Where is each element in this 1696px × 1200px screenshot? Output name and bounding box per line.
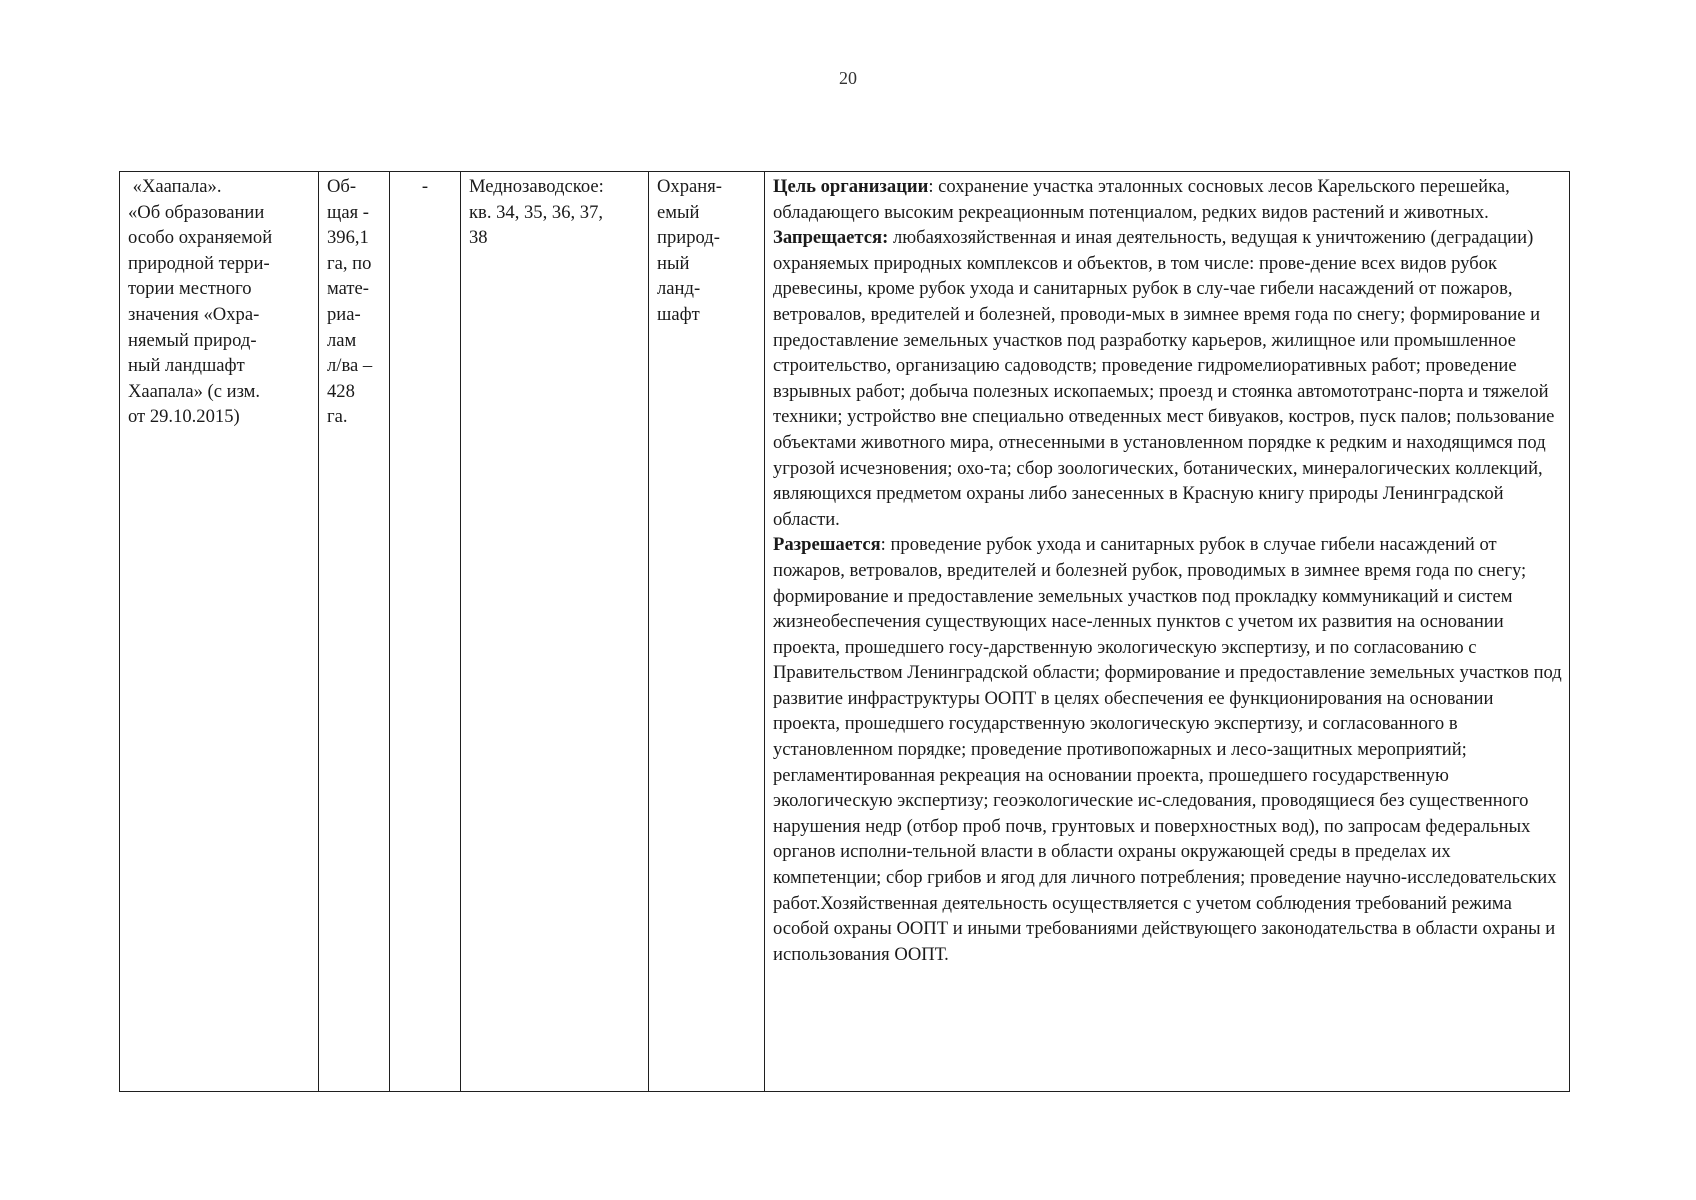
name-line: «Об образовании <box>128 201 265 223</box>
type-line: ный <box>657 252 690 274</box>
type-line: шафт <box>657 303 700 325</box>
name-line: тории местного <box>128 278 252 300</box>
type-line: емый <box>657 201 700 223</box>
page-number: 20 <box>839 68 857 88</box>
area-line: 428 <box>327 380 355 402</box>
type-cell <box>649 172 765 1092</box>
prohibited-text: любаяхозяйственная и иная деятельность, ведущая к уничтожению (деградации) охраняемых природных комплексов и объектов, в том числе: прове-дение всех видов рубок древесины, кроме рубок ухода и санитарных рубок в слу-чае гибели насаждений от пожаров, ветровалов, вредителей и болезней, проводи-мых в зимнее время года по снегу; формирование и предоставление земельных участков под разработку карьеров, жилищное или промышленное строительство, организацию садоводств; проведение гидромелиоративных работ; проведение взрывных работ; добыча полезных ископаемых; проезд и стоянка автомототранс-порта и тяжелой техники; устройство вне специально отведенных мест бивуаков, костров, пуск палов; пользование объектами животного мира, отнесенными в установленном порядке к редким и находящимся под угрозой исчезновения; охо-та; сбор зоологических, ботанических, минералогических коллекций, являющихся предметом охраны либо занесенных в Красную книгу природы Ленинградской области. <box>773 227 1555 530</box>
goal-label: Цель организации <box>773 176 929 197</box>
type-line: природ- <box>657 227 720 249</box>
area-line: га. <box>327 406 348 428</box>
name-line: Хаапала» (с изм. <box>128 380 261 402</box>
name-line: ный ландшафт <box>128 355 245 377</box>
type-line: ланд- <box>657 278 701 300</box>
area-line: га, по <box>327 252 372 274</box>
protected-area-table <box>119 171 1570 1092</box>
name-line: от 29.10.2015) <box>128 406 240 428</box>
name-cell <box>120 172 319 1092</box>
location-line: 38 <box>469 227 488 249</box>
area-line: лам <box>327 329 357 351</box>
area-line: Об- <box>327 176 357 197</box>
dash-cell <box>390 172 461 1092</box>
area-line: 396,1 <box>327 227 369 249</box>
name-line: «Хаапала». <box>128 176 222 197</box>
area-cell <box>319 172 390 1092</box>
dash-value: - <box>421 176 429 197</box>
regime-cell <box>765 172 1570 1092</box>
type-line: Охраня- <box>657 176 722 197</box>
prohibited-label: Запрещается: <box>773 227 889 249</box>
allowed-text: : проведение рубок ухода и санитарных рубок в случае гибели насаждений от пожаров, ветровалов, вредителей и болезней рубок, проводимых в зимнее время года по снегу; формирование и предоставление земельных участков под прокладку коммуникаций и систем жизнеобеспечения существующих насе-ленных пунктов с учетом их развития на основании проекта, прошедшего госу-дарственную экологическую экспертизу, и по согласованию с Правительством Ленинградской области; формирование и предоставление земельных участков под развитие инфраструктуры ООПТ в целях обеспечения ее функционирования на основании проекта, прошедшего государственную экологическую экспертизу, и согласованного в установленном порядке; проведение противопожарных и лесо-защитных мероприятий; регламентированная рекреация на основании проекта, прошедшего государственную экологическую экспертизу; геоэкологические ис-следования, проводящиеся без существенного нарушения недр (отбор проб почв, грунтовых и поверхностных вод), по запросам федеральных органов исполни-тельной власти в области охраны окружающей среды в пределах их компетенции; сбор грибов и ягод для личного потребления; проведение научно-исследовательских работ.Хозяйственная деятельность осуществляется с учетом соблюдения требований режима особой охраны ООПТ и иными требованиями действующего законодательства в области охраны и использования ООПТ. <box>773 534 1562 965</box>
goal-text: : сохранение участка эталонных сосновых лесов Карельского перешейка, обладающего высоким рекреационным потенциалом, редких видов растений и животных. <box>773 176 1510 223</box>
area-line: л/ва – <box>327 355 373 377</box>
location-line: кв. 34, 35, 36, 37, <box>469 201 604 223</box>
name-line: значения «Охра- <box>128 303 260 325</box>
allowed-label: Разрешается <box>773 534 881 556</box>
table-row <box>120 172 1570 1092</box>
name-line: особо охраняемой <box>128 227 273 249</box>
area-line: щая - <box>327 201 369 223</box>
location-cell <box>461 172 649 1092</box>
name-line: природной терри- <box>128 252 270 274</box>
area-line: мате- <box>327 278 369 300</box>
location-line: Меднозаводское: <box>469 176 604 197</box>
name-line: няемый природ- <box>128 329 257 351</box>
area-line: риа- <box>327 303 361 325</box>
